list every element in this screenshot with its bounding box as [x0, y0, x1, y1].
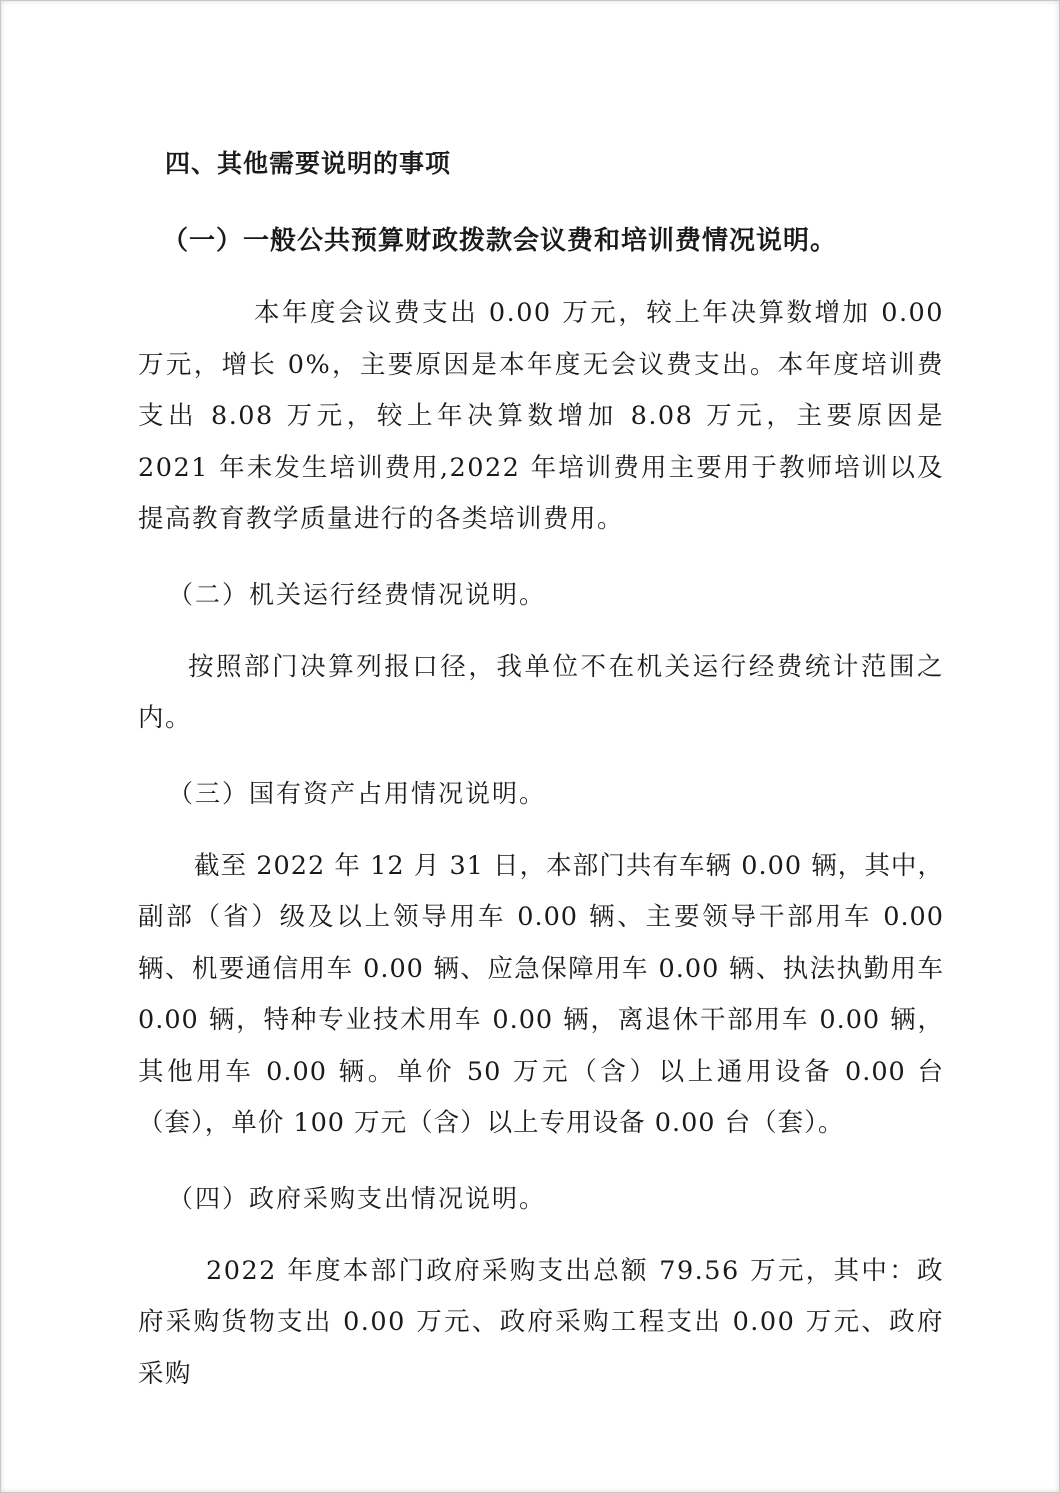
section-title: 四、其他需要说明的事项 [165, 149, 452, 178]
subsection-heading-1: （一）一般公共预算财政拨款会议费和培训费情况说明。 [162, 226, 838, 256]
subsection-heading-2: （二）机关运行经费情况说明。 [168, 579, 547, 609]
subsection-body-2: 按照部门决算列报口径，我单位不在机关运行经费统计范围之内。 [138, 651, 944, 733]
subsection-body-1: 本年度会议费支出 0.00 万元，较上年决算数增加 0.00 万元，增长 0%，主要原因是本年度无会议费支出。本年度培训费支出 8.08 万元，较上年决算数增加 8.08 万元，主要原因是 2021 年未发生培训费用,2022 年培训费用主要用于教师培训以及提高教育教学质量进行的各类培训费用。 [138, 298, 944, 534]
document-content [138, 139, 944, 1424]
subsection-heading-3: （三）国有资产占用情况说明。 [168, 778, 547, 808]
subsection-body-4: 2022 年度本部门政府采购支出总额 79.56 万元，其中：政府采购货物支出 0.00 万元、政府采购工程支出 0.00 万元、政府采购 [138, 1255, 944, 1389]
subsection-heading-4: （四）政府采购支出情况说明。 [168, 1183, 547, 1213]
subsection-body-3: 截至 2022 年 12 月 31 日，本部门共有车辆 0.00 辆，其中，副部（省）级及以上领导用车 0.00 辆、主要领导干部用车 0.00 辆、机要通信用车 0.00 辆、应急保障用车 0.00 辆、执法执勤用车 0.00 辆，特种专业技术用车 0.00 辆，离退休干部用车 0.00 辆，其他用车 0.00 辆。单价 50 万元（含）以上通用设备 0.00 台（套），单价 100 万元（含）以上专用设备 0.00 台（套）。 [138, 850, 944, 1138]
